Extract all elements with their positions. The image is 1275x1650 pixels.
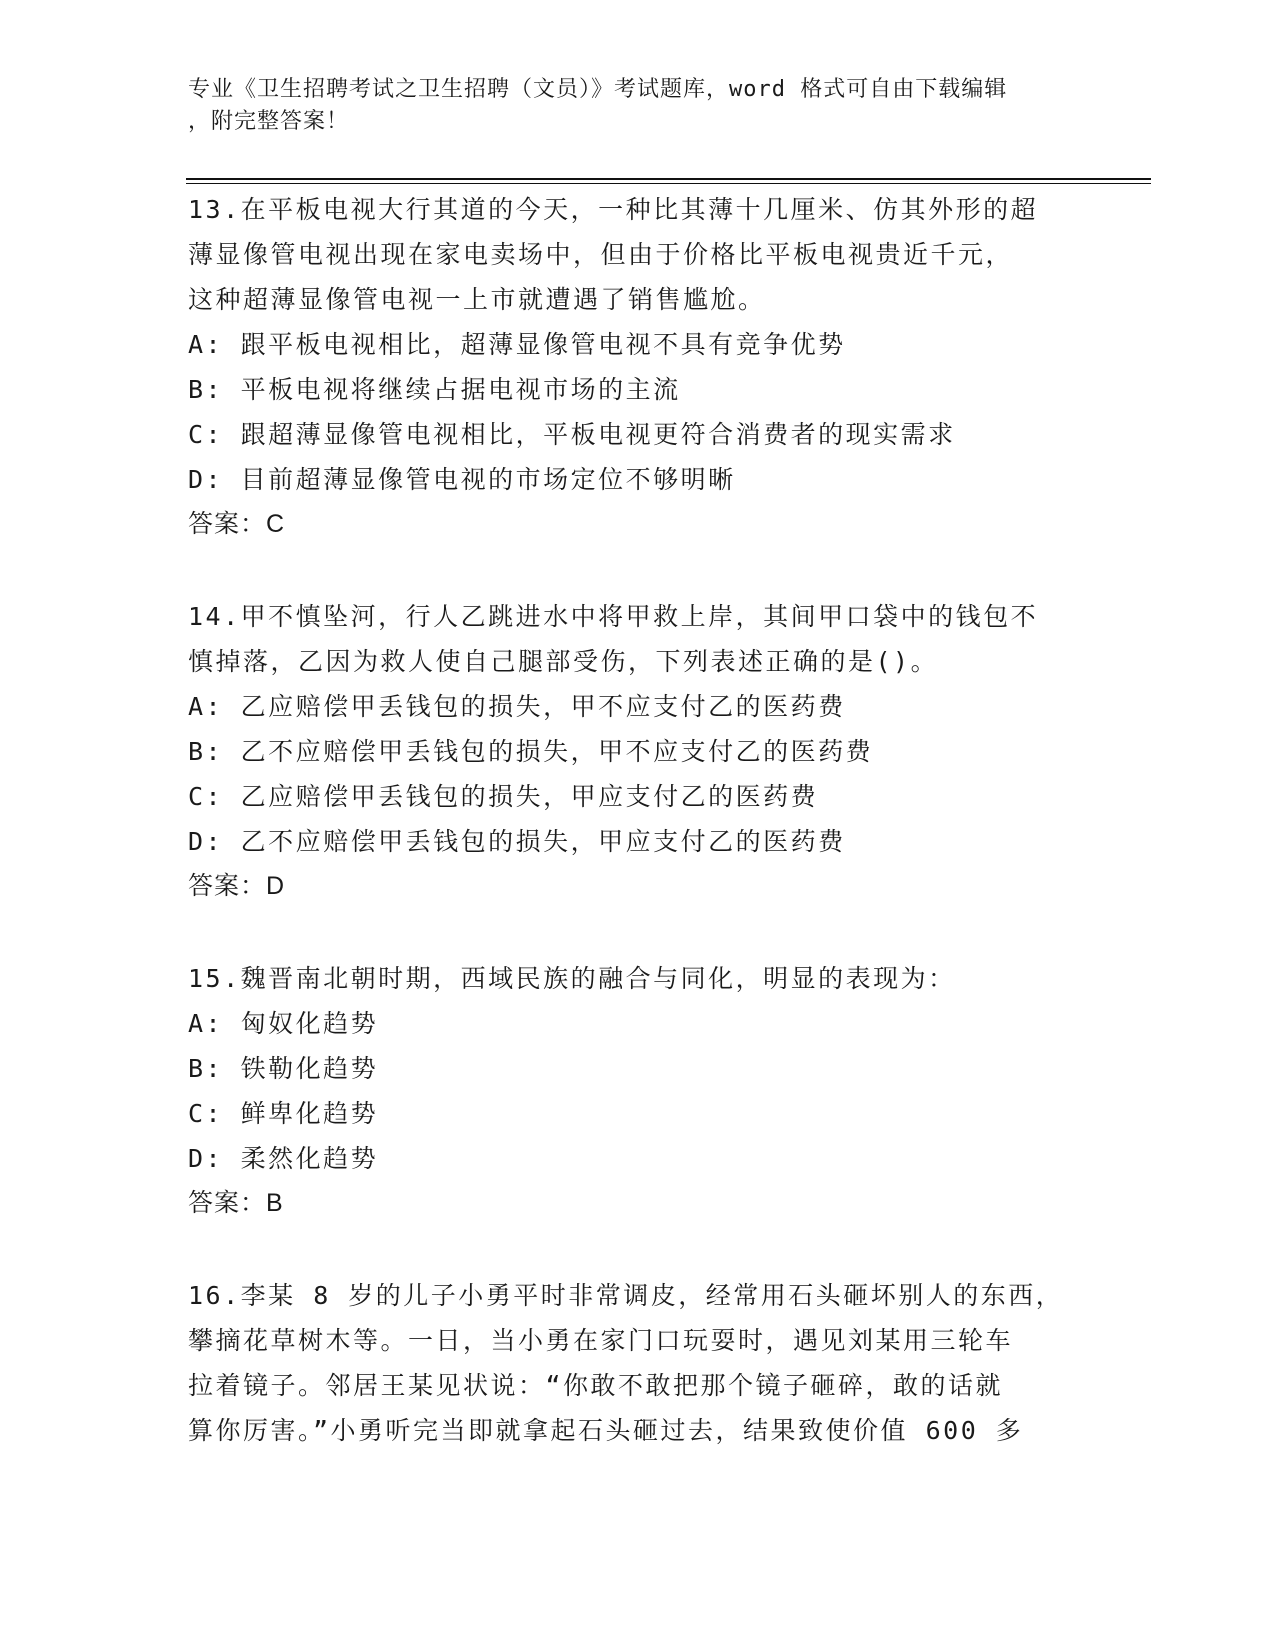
option-d: D: 柔然化趋势 — [188, 1144, 379, 1173]
question-15 — [188, 956, 1138, 1226]
question-stem-line: 16.李某 8 岁的儿子小勇平时非常调皮，经常用石头砸坏别人的东西， — [188, 1281, 1064, 1310]
question-14 — [188, 594, 1138, 909]
question-stem-line: 13.在平板电视大行其道的今天，一种比其薄十几厘米、仿其外形的超 — [188, 195, 1039, 224]
question-stem-line: 算你厉害。”小勇听完当即就拿起石头砸过去，结果致使价值 600 多 — [188, 1416, 1024, 1445]
option-d: D: 目前超薄显像管电视的市场定位不够明晰 — [188, 465, 736, 494]
option-a: A: 匈奴化趋势 — [188, 1009, 379, 1038]
header-rule-thin — [186, 183, 1151, 184]
question-stem-line: 慎掉落，乙因为救人使自己腿部受伤，下列表述正确的是()。 — [188, 647, 939, 676]
question-spacer — [188, 547, 1138, 594]
option-b: B: 乙不应赔偿甲丢钱包的损失，甲不应支付乙的医药费 — [188, 737, 874, 766]
option-c: C: 乙应赔偿甲丢钱包的损失，甲应支付乙的医药费 — [188, 782, 819, 811]
option-c: C: 跟超薄显像管电视相比，平板电视更符合消费者的现实需求 — [188, 420, 956, 449]
question-16 — [188, 1273, 1138, 1453]
document-header — [188, 74, 1088, 138]
question-stem-line: 薄显像管电视出现在家电卖场中，但由于价格比平板电视贵近千元， — [188, 240, 1014, 269]
question-stem-line: 拉着镜子。邻居王某见状说：“你敢不敢把那个镜子砸碎，敢的话就 — [188, 1371, 1004, 1400]
question-stem-line: 这种超薄显像管电视一上市就遭遇了销售尴尬。 — [188, 285, 766, 314]
question-spacer — [188, 909, 1138, 956]
option-d: D: 乙不应赔偿甲丢钱包的损失，甲应支付乙的医药费 — [188, 827, 846, 856]
answer-line: 答案：C — [188, 510, 286, 538]
header-line-2: ，附完整答案！ — [188, 109, 350, 134]
question-13 — [188, 187, 1138, 547]
option-b: B: 平板电视将继续占据电视市场的主流 — [188, 375, 681, 404]
header-rule-thick — [186, 178, 1151, 180]
option-a: A: 跟平板电视相比，超薄显像管电视不具有竞争优势 — [188, 330, 846, 359]
header-line-1: 专业《卫生招聘考试之卫生招聘（文员）》考试题库，word 格式可自由下载编辑 — [188, 77, 1008, 102]
question-list — [188, 187, 1138, 1453]
answer-line: 答案：B — [188, 1189, 284, 1217]
question-stem-line: 攀摘花草树木等。一日，当小勇在家门口玩耍时，遇见刘某用三轮车 — [188, 1326, 1014, 1355]
option-b: B: 铁勒化趋势 — [188, 1054, 379, 1083]
option-a: A: 乙应赔偿甲丢钱包的损失，甲不应支付乙的医药费 — [188, 692, 846, 721]
answer-line: 答案：D — [188, 872, 286, 900]
question-stem-line: 15.魏晋南北朝时期，西域民族的融合与同化，明显的表现为： — [188, 964, 956, 993]
question-spacer — [188, 1226, 1138, 1273]
option-c: C: 鲜卑化趋势 — [188, 1099, 379, 1128]
question-stem-line: 14.甲不慎坠河，行人乙跳进水中将甲救上岸，其间甲口袋中的钱包不 — [188, 602, 1039, 631]
